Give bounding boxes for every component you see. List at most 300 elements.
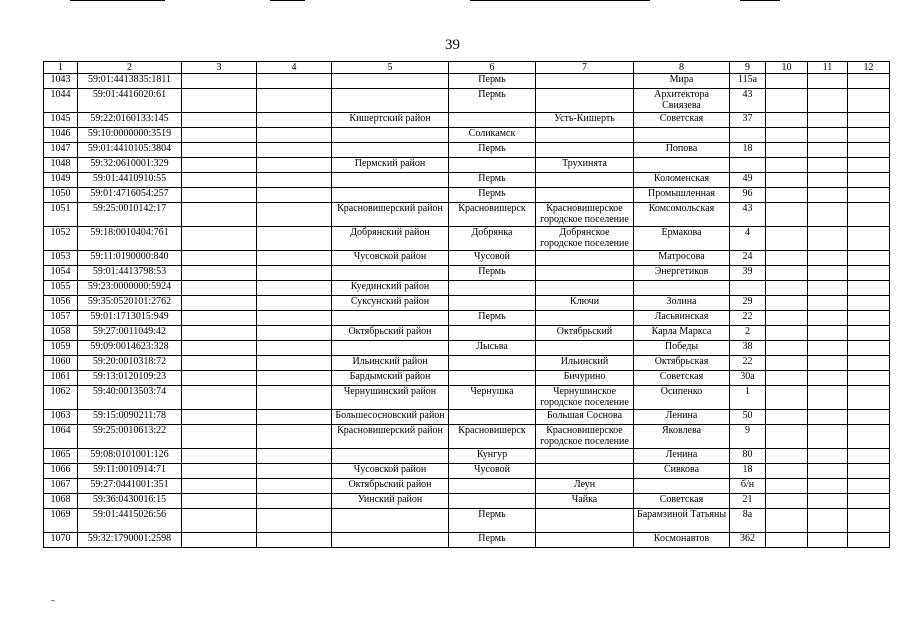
- table-cell-col-8: Сивкова: [634, 464, 730, 479]
- table-cell-col-9: 22: [730, 311, 766, 326]
- table-cell-col-7: Ильинский: [536, 356, 634, 371]
- table-cell-col-2: 59:22:0160133:145: [78, 113, 182, 128]
- table-row: [44, 266, 890, 281]
- table-cell-col-2: 59:01:4416020:61: [78, 89, 182, 113]
- table-cell-col-12: [848, 509, 890, 533]
- table-cell-col-6: [449, 158, 536, 173]
- table-cell-col-9: 1: [730, 386, 766, 410]
- table-cell-col-2: 59:01:4413835:1811: [78, 74, 182, 89]
- table-cell-col-7: Ключи: [536, 296, 634, 311]
- table-cell-col-12: [848, 74, 890, 89]
- table-cell-col-4: [257, 188, 332, 203]
- table-cell-col-12: [848, 386, 890, 410]
- table-cell-col-2: 59:13:0120109:23: [78, 371, 182, 386]
- table-cell-col-6: Чернушка: [449, 386, 536, 410]
- table-cell-col-12: [848, 494, 890, 509]
- table-cell-col-1: 1050: [44, 188, 78, 203]
- table-cell-col-5: Большесосновский район: [332, 410, 449, 425]
- table-cell-col-2: 59:15:0090211:78: [78, 410, 182, 425]
- table-cell-col-12: [848, 227, 890, 251]
- table-row: [44, 89, 890, 113]
- table-cell-col-8: Победы: [634, 341, 730, 356]
- table-cell-col-6: [449, 494, 536, 509]
- table-cell-col-6: [449, 113, 536, 128]
- table-cell-col-10: [766, 203, 808, 227]
- table-cell-col-11: [808, 203, 848, 227]
- table-cell-col-11: [808, 266, 848, 281]
- table-cell-col-6: Лысьва: [449, 341, 536, 356]
- table-cell-col-5: [332, 89, 449, 113]
- column-number-5: 5: [332, 62, 449, 74]
- table-cell-col-4: [257, 296, 332, 311]
- table-cell-col-1: 1067: [44, 479, 78, 494]
- table-cell-col-6: Красновишерск: [449, 203, 536, 227]
- table-cell-col-4: [257, 386, 332, 410]
- table-cell-col-8: Советская: [634, 494, 730, 509]
- table-row: [44, 311, 890, 326]
- table-cell-col-12: [848, 341, 890, 356]
- table-cell-col-9: 30а: [730, 371, 766, 386]
- table-cell-col-8: Яковлева: [634, 425, 730, 449]
- table-cell-col-7: Чайка: [536, 494, 634, 509]
- table-row: [44, 173, 890, 188]
- table-cell-col-5: Ильинский район: [332, 356, 449, 371]
- table-cell-col-12: [848, 356, 890, 371]
- table-cell-col-1: 1049: [44, 173, 78, 188]
- table-cell-col-12: [848, 158, 890, 173]
- table-cell-col-8: Советская: [634, 371, 730, 386]
- table-cell-col-7: Усть-Кишерть: [536, 113, 634, 128]
- table-cell-col-3: [182, 341, 257, 356]
- table-cell-col-5: [332, 188, 449, 203]
- table-cell-col-12: [848, 296, 890, 311]
- table-cell-col-4: [257, 227, 332, 251]
- table-cell-col-1: 1043: [44, 74, 78, 89]
- table-cell-col-2: 59:01:4410910:55: [78, 173, 182, 188]
- table-cell-col-4: [257, 74, 332, 89]
- column-number-10: 10: [766, 62, 808, 74]
- table-cell-col-10: [766, 173, 808, 188]
- table-cell-col-11: [808, 89, 848, 113]
- table-row: [44, 74, 890, 89]
- table-cell-col-7: [536, 89, 634, 113]
- table-cell-col-3: [182, 251, 257, 266]
- table-cell-col-5: [332, 173, 449, 188]
- table-cell-col-3: [182, 173, 257, 188]
- table-cell-col-2: 59:36:0430016:15: [78, 494, 182, 509]
- column-number-8: 8: [634, 62, 730, 74]
- table-cell-col-11: [808, 494, 848, 509]
- table-cell-col-9: 96: [730, 188, 766, 203]
- table-cell-col-8: Октябрьская: [634, 356, 730, 371]
- table-cell-col-3: [182, 449, 257, 464]
- table-cell-col-10: [766, 74, 808, 89]
- table-cell-col-10: [766, 326, 808, 341]
- table-cell-col-4: [257, 533, 332, 548]
- table-row: [44, 356, 890, 371]
- table-cell-col-10: [766, 356, 808, 371]
- table-cell-col-2: 59:23:0000000:5924: [78, 281, 182, 296]
- table-cell-col-1: 1046: [44, 128, 78, 143]
- table-cell-col-6: [449, 479, 536, 494]
- table-cell-col-10: [766, 266, 808, 281]
- table-cell-col-11: [808, 281, 848, 296]
- table-cell-col-1: 1063: [44, 410, 78, 425]
- table-cell-col-11: [808, 533, 848, 548]
- table-cell-col-3: [182, 479, 257, 494]
- table-cell-col-6: Пермь: [449, 509, 536, 533]
- table-cell-col-11: [808, 296, 848, 311]
- table-cell-col-1: 1065: [44, 449, 78, 464]
- table-cell-col-8: [634, 281, 730, 296]
- table-cell-col-1: 1069: [44, 509, 78, 533]
- table-cell-col-8: Комсомольская: [634, 203, 730, 227]
- table-cell-col-5: Куединский район: [332, 281, 449, 296]
- table-cell-col-6: Пермь: [449, 266, 536, 281]
- table-row: [44, 479, 890, 494]
- table-cell-col-2: 59:32:1790001:2598: [78, 533, 182, 548]
- table-cell-col-4: [257, 128, 332, 143]
- table-cell-col-9: 43: [730, 89, 766, 113]
- table-cell-col-3: [182, 464, 257, 479]
- table-cell-col-2: 59:27:0011049:42: [78, 326, 182, 341]
- table-cell-col-7: Трухинята: [536, 158, 634, 173]
- page-number: 39: [445, 37, 460, 53]
- table-cell-col-1: 1068: [44, 494, 78, 509]
- table-cell-col-10: [766, 113, 808, 128]
- table-cell-col-9: [730, 158, 766, 173]
- table-cell-col-11: [808, 143, 848, 158]
- table-cell-col-3: [182, 113, 257, 128]
- table-cell-col-3: [182, 371, 257, 386]
- table-cell-col-10: [766, 89, 808, 113]
- table-cell-col-11: [808, 464, 848, 479]
- table-cell-col-10: [766, 281, 808, 296]
- table-row: [44, 494, 890, 509]
- table-cell-col-6: [449, 371, 536, 386]
- table-cell-col-7: [536, 173, 634, 188]
- table-cell-col-2: 59:01:1713015:949: [78, 311, 182, 326]
- table-cell-col-11: [808, 251, 848, 266]
- table-cell-col-7: [536, 251, 634, 266]
- table-cell-col-8: Попова: [634, 143, 730, 158]
- table-cell-col-9: 38: [730, 341, 766, 356]
- table-cell-col-1: 1054: [44, 266, 78, 281]
- table-cell-col-7: [536, 311, 634, 326]
- table-cell-col-4: [257, 203, 332, 227]
- table-cell-col-3: [182, 89, 257, 113]
- table-cell-col-4: [257, 464, 332, 479]
- table-cell-col-6: [449, 296, 536, 311]
- table-cell-col-9: [730, 281, 766, 296]
- table-cell-col-7: Чернушинское городское поселение: [536, 386, 634, 410]
- table-cell-col-5: [332, 266, 449, 281]
- table-cell-col-11: [808, 173, 848, 188]
- table-cell-col-4: [257, 311, 332, 326]
- table-cell-col-8: Ермакова: [634, 227, 730, 251]
- table-cell-col-8: [634, 158, 730, 173]
- table-row: [44, 386, 890, 410]
- table-cell-col-12: [848, 479, 890, 494]
- table-cell-col-5: [332, 128, 449, 143]
- table-cell-col-10: [766, 158, 808, 173]
- table-cell-col-9: б/н: [730, 479, 766, 494]
- table-cell-col-9: 50: [730, 410, 766, 425]
- table-cell-col-1: 1061: [44, 371, 78, 386]
- table-row: [44, 158, 890, 173]
- table-cell-col-9: 37: [730, 113, 766, 128]
- table-cell-col-5: Октябрьский район: [332, 326, 449, 341]
- table-cell-col-1: 1051: [44, 203, 78, 227]
- table-cell-col-10: [766, 296, 808, 311]
- table-cell-col-11: [808, 479, 848, 494]
- table-cell-col-12: [848, 425, 890, 449]
- table-cell-col-8: Карла Маркса: [634, 326, 730, 341]
- table-cell-col-7: [536, 341, 634, 356]
- table-row: [44, 371, 890, 386]
- table-cell-col-7: Октябрьский: [536, 326, 634, 341]
- table-cell-col-3: [182, 158, 257, 173]
- table-cell-col-7: [536, 266, 634, 281]
- table-row: [44, 509, 890, 533]
- column-number-11: 11: [808, 62, 848, 74]
- table-cell-col-3: [182, 533, 257, 548]
- table-cell-col-10: [766, 410, 808, 425]
- column-number-12: 12: [848, 62, 890, 74]
- table-cell-col-1: 1064: [44, 425, 78, 449]
- table-cell-col-2: 59:01:4716054:257: [78, 188, 182, 203]
- table-cell-col-7: Красновишерское городское поселение: [536, 425, 634, 449]
- table-cell-col-5: Чусовской район: [332, 251, 449, 266]
- table-cell-col-2: 59:20:0010318:72: [78, 356, 182, 371]
- table-cell-col-6: Соликамск: [449, 128, 536, 143]
- registry-table: [43, 61, 890, 548]
- table-cell-col-8: Промышленная: [634, 188, 730, 203]
- table-cell-col-4: [257, 89, 332, 113]
- table-cell-col-6: [449, 410, 536, 425]
- table-cell-col-7: [536, 464, 634, 479]
- table-cell-col-2: 59:01:4415026:56: [78, 509, 182, 533]
- column-number-2: 2: [78, 62, 182, 74]
- table-cell-col-5: [332, 143, 449, 158]
- table-cell-col-8: Ленина: [634, 410, 730, 425]
- table-cell-col-12: [848, 410, 890, 425]
- table-cell-col-7: [536, 281, 634, 296]
- table-cell-col-10: [766, 341, 808, 356]
- table-cell-col-12: [848, 173, 890, 188]
- table-cell-col-6: Пермь: [449, 311, 536, 326]
- column-number-7: 7: [536, 62, 634, 74]
- table-cell-col-12: [848, 251, 890, 266]
- table-cell-col-5: [332, 533, 449, 548]
- table-row: [44, 464, 890, 479]
- table-cell-col-8: Коломенская: [634, 173, 730, 188]
- table-row: [44, 425, 890, 449]
- table-cell-col-12: [848, 203, 890, 227]
- table-cell-col-5: Бардымский район: [332, 371, 449, 386]
- table-cell-col-4: [257, 251, 332, 266]
- table-cell-col-5: Чернушинский район: [332, 386, 449, 410]
- table-cell-col-9: 115а: [730, 74, 766, 89]
- scan-mark: [51, 600, 55, 601]
- table-cell-col-1: 1070: [44, 533, 78, 548]
- table-cell-col-4: [257, 143, 332, 158]
- table-cell-col-11: [808, 113, 848, 128]
- table-cell-col-2: 59:11:0190000:840: [78, 251, 182, 266]
- table-cell-col-4: [257, 410, 332, 425]
- table-cell-col-9: 362: [730, 533, 766, 548]
- column-number-6: 6: [449, 62, 536, 74]
- table-cell-col-4: [257, 326, 332, 341]
- table-cell-col-7: [536, 533, 634, 548]
- column-number-9: 9: [730, 62, 766, 74]
- table-cell-col-3: [182, 74, 257, 89]
- table-cell-col-5: Красновишерский район: [332, 425, 449, 449]
- table-cell-col-7: [536, 188, 634, 203]
- table-cell-col-8: Ленина: [634, 449, 730, 464]
- table-cell-col-3: [182, 203, 257, 227]
- table-cell-col-12: [848, 89, 890, 113]
- table-header-row: [44, 62, 890, 74]
- table-cell-col-9: 29: [730, 296, 766, 311]
- table-cell-col-10: [766, 371, 808, 386]
- table-cell-col-7: [536, 74, 634, 89]
- table-cell-col-5: [332, 341, 449, 356]
- table-cell-col-5: Кишертский район: [332, 113, 449, 128]
- table-cell-col-9: 18: [730, 464, 766, 479]
- table-cell-col-11: [808, 356, 848, 371]
- table-cell-col-12: [848, 143, 890, 158]
- table-cell-col-6: Пермь: [449, 173, 536, 188]
- table-cell-col-7: Добрянское городское поселение: [536, 227, 634, 251]
- table-cell-col-12: [848, 188, 890, 203]
- table-cell-col-11: [808, 227, 848, 251]
- table-cell-col-12: [848, 311, 890, 326]
- table-cell-col-6: Добрянка: [449, 227, 536, 251]
- table-row: [44, 296, 890, 311]
- table-cell-col-8: Золина: [634, 296, 730, 311]
- table-cell-col-10: [766, 494, 808, 509]
- table-cell-col-4: [257, 281, 332, 296]
- table-cell-col-8: Энергетиков: [634, 266, 730, 281]
- table-cell-col-3: [182, 356, 257, 371]
- table-cell-col-1: 1045: [44, 113, 78, 128]
- table-cell-col-10: [766, 251, 808, 266]
- table-cell-col-3: [182, 281, 257, 296]
- table-cell-col-7: [536, 509, 634, 533]
- table-cell-col-12: [848, 266, 890, 281]
- table-cell-col-10: [766, 425, 808, 449]
- table-cell-col-2: 59:40:0013503:74: [78, 386, 182, 410]
- table-cell-col-1: 1058: [44, 326, 78, 341]
- table-cell-col-4: [257, 425, 332, 449]
- table-row: [44, 227, 890, 251]
- table-cell-col-11: [808, 311, 848, 326]
- table-cell-col-2: 59:25:0010613:22: [78, 425, 182, 449]
- table-cell-col-1: 1053: [44, 251, 78, 266]
- table-cell-col-10: [766, 509, 808, 533]
- table-cell-col-10: [766, 311, 808, 326]
- table-cell-col-10: [766, 188, 808, 203]
- table-cell-col-1: 1047: [44, 143, 78, 158]
- table-cell-col-5: [332, 449, 449, 464]
- table-cell-col-9: 49: [730, 173, 766, 188]
- table-cell-col-6: Пермь: [449, 89, 536, 113]
- table-cell-col-3: [182, 128, 257, 143]
- table-cell-col-3: [182, 266, 257, 281]
- table-cell-col-3: [182, 326, 257, 341]
- table-cell-col-5: Уинский район: [332, 494, 449, 509]
- table-cell-col-12: [848, 533, 890, 548]
- table-cell-col-1: 1062: [44, 386, 78, 410]
- table-cell-col-8: Архитектора Свиязева: [634, 89, 730, 113]
- table-cell-col-9: 43: [730, 203, 766, 227]
- table-cell-col-2: 59:08:0101001:126: [78, 449, 182, 464]
- table-cell-col-2: 59:18:0010404:761: [78, 227, 182, 251]
- table-cell-col-1: 1056: [44, 296, 78, 311]
- table-cell-col-6: Пермь: [449, 143, 536, 158]
- table-cell-col-10: [766, 449, 808, 464]
- table-cell-col-4: [257, 266, 332, 281]
- table-cell-col-11: [808, 158, 848, 173]
- table-cell-col-11: [808, 128, 848, 143]
- table-cell-col-12: [848, 449, 890, 464]
- table-cell-col-9: 9: [730, 425, 766, 449]
- table-cell-col-8: Барамзиной Татьяны: [634, 509, 730, 533]
- table-cell-col-3: [182, 386, 257, 410]
- table-row: [44, 203, 890, 227]
- table-cell-col-12: [848, 281, 890, 296]
- table-cell-col-4: [257, 173, 332, 188]
- scan-edge-lines: [0, 0, 905, 4]
- table-cell-col-11: [808, 425, 848, 449]
- table-cell-col-8: Ласьвинская: [634, 311, 730, 326]
- table-cell-col-11: [808, 386, 848, 410]
- table-cell-col-1: 1048: [44, 158, 78, 173]
- table-cell-col-1: 1057: [44, 311, 78, 326]
- table-cell-col-9: 18: [730, 143, 766, 158]
- table-cell-col-9: 2: [730, 326, 766, 341]
- table-cell-col-7: [536, 143, 634, 158]
- table-cell-col-1: 1044: [44, 89, 78, 113]
- table-cell-col-11: [808, 371, 848, 386]
- table-cell-col-7: Красновишерское городское поселение: [536, 203, 634, 227]
- table-row: [44, 128, 890, 143]
- table-cell-col-4: [257, 509, 332, 533]
- table-cell-col-8: [634, 128, 730, 143]
- table-cell-col-5: Добрянский район: [332, 227, 449, 251]
- column-number-3: 3: [182, 62, 257, 74]
- table-cell-col-9: 24: [730, 251, 766, 266]
- table-row: [44, 410, 890, 425]
- table-cell-col-4: [257, 494, 332, 509]
- table-cell-col-6: [449, 356, 536, 371]
- table-cell-col-3: [182, 227, 257, 251]
- table-row: [44, 341, 890, 356]
- column-number-4: 4: [257, 62, 332, 74]
- table-cell-col-12: [848, 128, 890, 143]
- table-cell-col-11: [808, 449, 848, 464]
- table-cell-col-6: Кунгур: [449, 449, 536, 464]
- table-cell-col-5: Красновишерский район: [332, 203, 449, 227]
- table-row: [44, 281, 890, 296]
- table-cell-col-10: [766, 143, 808, 158]
- table-cell-col-7: Леун: [536, 479, 634, 494]
- table-cell-col-5: [332, 509, 449, 533]
- table-cell-col-4: [257, 449, 332, 464]
- table-row: [44, 143, 890, 158]
- table-cell-col-1: 1066: [44, 464, 78, 479]
